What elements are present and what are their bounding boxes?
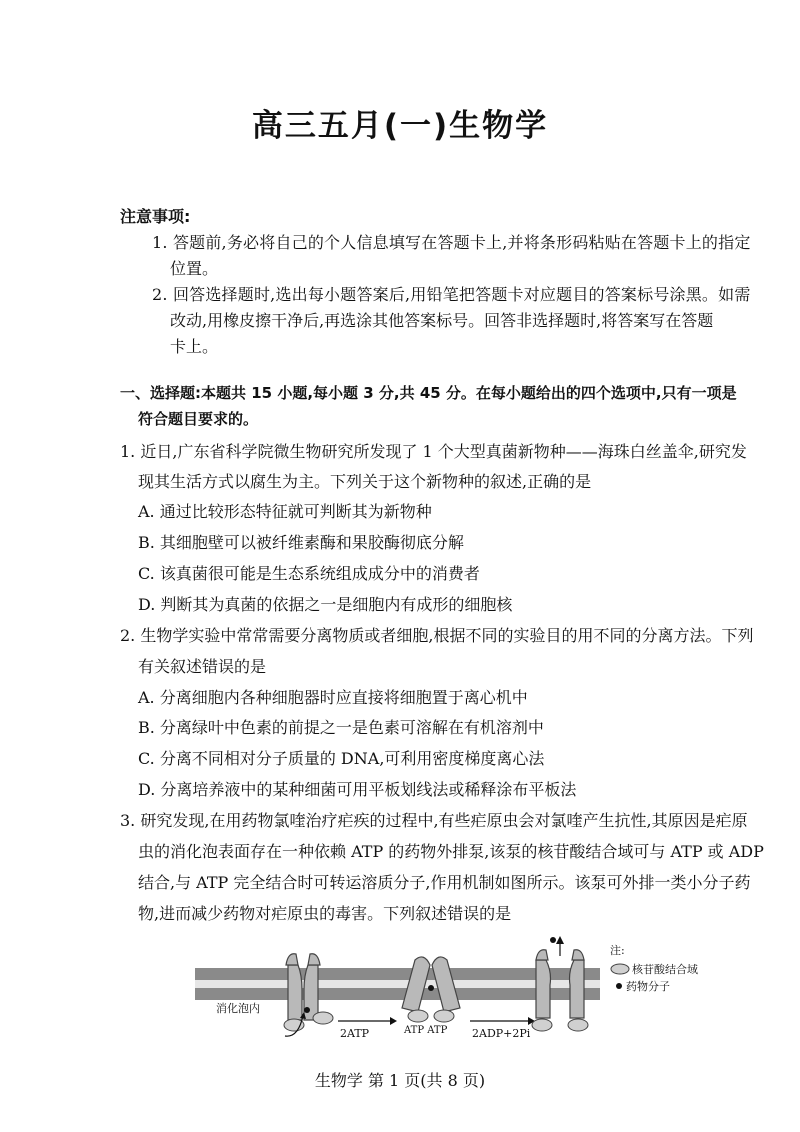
legend-drug-swatch <box>616 983 622 989</box>
drug-molecule <box>550 937 556 943</box>
question-1-stem: 现其生活方式以腐生为主。下列关于这个新物种的叙述,正确的是 <box>138 472 592 491</box>
adp-label: 2ADP+2Pi <box>472 1027 531 1040</box>
page-title: 高三五月(一)生物学 <box>251 108 549 144</box>
question-1-stem: 1. 近日,广东省科学院微生物研究所发现了 1 个大型真菌新物种——海珠白丝盖伞,研究发 <box>120 442 747 461</box>
question-1-option-d: D. 判断其为真菌的依据之一是细胞内有成形的细胞核 <box>138 595 513 614</box>
legend-domain-label: 核苷酸结合域 <box>632 963 698 976</box>
question-2-option-d: D. 分离培养液中的某种细菌可用平板划线法或稀释涂布平板法 <box>138 780 577 799</box>
atp-label: 2ATP <box>340 1027 370 1040</box>
nucleotide-binding-domain <box>408 1010 454 1022</box>
page-footer: 生物学 第 1 页(共 8 页) <box>314 1071 486 1090</box>
figure-legend <box>610 944 698 993</box>
question-1-option-b: B. 其细胞壁可以被纤维素酶和果胶酶彻底分解 <box>138 533 464 552</box>
legend-domain-swatch <box>611 964 629 974</box>
section-heading-cont: 符合题目要求的。 <box>138 410 259 428</box>
question-3-stem: 虫的消化泡表面存在一种依赖 ATP 的药物外排泵,该泵的核苷酸结合域可与 ATP 或 ADP <box>138 842 764 861</box>
notes-heading: 注意事项: <box>120 207 191 226</box>
notes-line: 1. 答题前,务必将自己的个人信息填写在答题卡上,并将条形码粘贴在答题卡上的指定 <box>152 233 751 252</box>
legend-title: 注: <box>610 944 625 957</box>
question-1-option-a: A. 通过比较形态特征就可判断其为新物种 <box>138 502 432 521</box>
question-2-option-b: B. 分离绿叶中色素的前提之一是色素可溶解在有机溶剂中 <box>138 718 544 737</box>
notes-line: 位置。 <box>170 259 219 278</box>
question-2-option-c: C. 分离不同相对分子质量的 DNA,可利用密度梯度离心法 <box>138 749 545 768</box>
inside-label: 消化泡内 <box>216 1002 260 1015</box>
question-3-stem: 物,进而减少药物对疟原虫的毒害。下列叙述错误的是 <box>138 904 512 923</box>
notes-line: 卡上。 <box>170 337 219 356</box>
drug-molecule <box>304 1007 310 1013</box>
efflux-pump-figure <box>190 930 730 1052</box>
question-3-stem: 3. 研究发现,在用药物氯喹治疗疟疾的过程中,有些疟原虫会对氯喹产生抗性,其原因是疟原 <box>120 811 748 830</box>
nucleotide-binding-domain <box>532 1019 588 1031</box>
question-2-stem: 有关叙述错误的是 <box>138 657 267 676</box>
question-2-stem: 2. 生物学实验中常常需要分离物质或者细胞,根据不同的实验目的用不同的分离方法。下列 <box>120 626 754 645</box>
notes-line: 改动,用橡皮擦干净后,再选涂其他答案标号。回答非选择题时,将答案写在答题 <box>170 311 714 330</box>
notes-line: 2. 回答选择题时,选出每小题答案后,用铅笔把答题卡对应题目的答案标号涂黑。如需 <box>152 285 751 304</box>
question-3-stem: 结合,与 ATP 完全结合时可转运溶质分子,作用机制如图所示。该泵可外排一类小分子药 <box>138 873 751 892</box>
legend-drug-label: 药物分子 <box>626 980 670 993</box>
arrowhead-icon <box>556 936 564 944</box>
arrowhead-icon <box>390 1017 397 1025</box>
atp-atp-label: ATP ATP <box>404 1025 448 1036</box>
question-1-option-c: C. 该真菌很可能是生态系统组成成分中的消费者 <box>138 564 480 583</box>
question-2-option-a: A. 分离细胞内各种细胞器时应直接将细胞置于离心机中 <box>138 688 528 707</box>
section-heading: 一、选择题:本题共 15 小题,每小题 3 分,共 45 分。在每小题给出的四个选项中,只有一项是 <box>120 384 737 402</box>
drug-molecule <box>428 985 434 991</box>
